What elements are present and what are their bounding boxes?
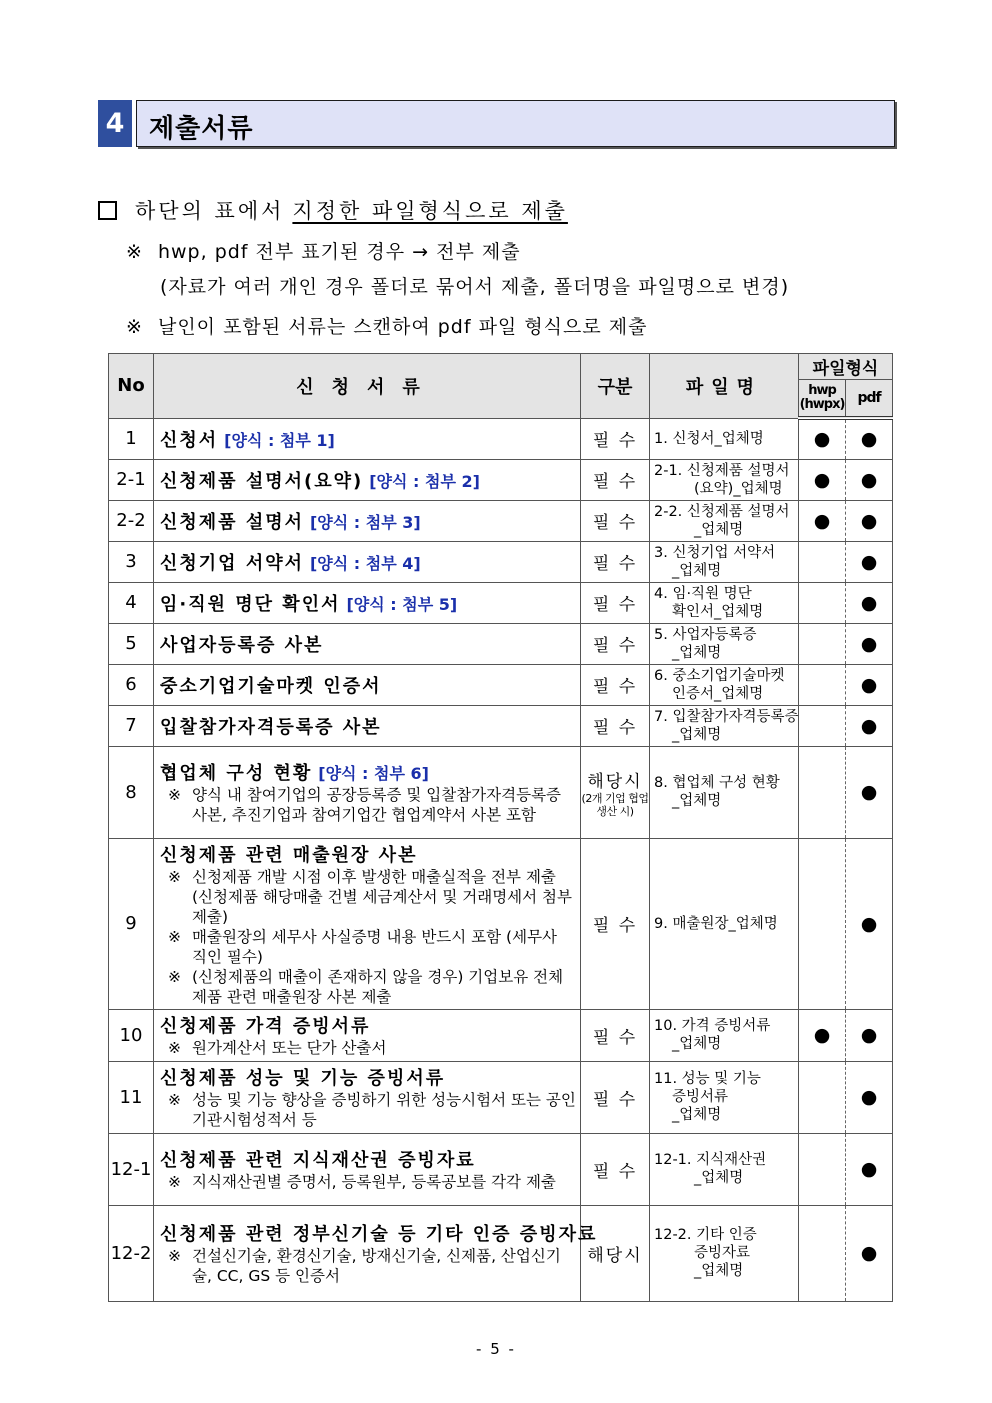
filename-line: 6. 중소기업기술마켓 (654, 667, 785, 684)
header-pdf: pdf (846, 380, 893, 419)
pdf-dot-icon: ● (860, 1242, 878, 1264)
hwp-format-cell (799, 664, 846, 705)
document-title-line (160, 426, 576, 452)
filename-cell (650, 1061, 799, 1133)
reference-mark: ※ (126, 316, 143, 338)
category-cell (581, 1133, 650, 1205)
filename-cell (650, 459, 799, 500)
reference-mark-icon: ※ (168, 1247, 181, 1265)
document-cell (154, 623, 581, 664)
document-title-line (160, 1146, 576, 1172)
form-reference: [양식 : 첨부 5] (346, 594, 458, 614)
filename-cell (650, 623, 799, 664)
category-label: 필 수 (592, 636, 638, 656)
category-label: 필 수 (592, 1027, 638, 1048)
page-number: - 5 - (476, 1340, 516, 1358)
category-cell (581, 541, 650, 582)
filename-cell (650, 500, 799, 541)
document-cell (154, 1205, 598, 1301)
document-note-text: (신청제품의 매출이 존재하지 않을 경우) 기업보유 전체 제품 관련 매출원장 사본 제출 (192, 967, 564, 1006)
category-cell (581, 705, 650, 746)
category-label: 해당시 (587, 1245, 643, 1266)
row-number: 3 (109, 541, 154, 582)
document-note (160, 1172, 576, 1192)
pdf-format-cell (846, 705, 893, 746)
filename-line: _업체명 (672, 1107, 722, 1123)
pdf-format-cell (846, 746, 893, 838)
filename-cell (650, 1133, 799, 1205)
document-title: 신청제품 가격 증빙서류 (160, 1016, 371, 1037)
table-row (109, 459, 893, 500)
hwp-format-cell (799, 1061, 846, 1133)
category-label: 필 수 (592, 718, 638, 738)
reference-mark-icon: ※ (168, 927, 181, 946)
bullet-underlined-text: 지정한 파일형식으로 제출 (292, 199, 568, 223)
pdf-format-cell (846, 838, 893, 1009)
note-text: 날인이 포함된 서류는 스캔하여 pdf 파일 형식으로 제출 (157, 316, 648, 338)
category-cell (581, 623, 650, 664)
filename-line: 5. 사업자등록증 (654, 626, 757, 643)
table-row (109, 418, 893, 459)
document-title-line (160, 672, 576, 698)
filename-line: 인증서_업체명 (672, 685, 764, 702)
header-hwp-line2: (hwpx) (799, 397, 845, 412)
filename-line: 12-1. 지식재산권 (654, 1152, 767, 1168)
hwp-format-cell (799, 623, 846, 664)
row-number: 10 (109, 1009, 154, 1061)
category-cell (581, 1205, 650, 1301)
document-note (160, 867, 576, 927)
row-number: 7 (109, 705, 154, 746)
category-cell (581, 582, 650, 623)
reference-mark: ※ (126, 241, 143, 263)
section-title: 제출서류 (149, 114, 254, 144)
bullet-line (98, 195, 568, 225)
row-number: 2-1 (109, 459, 154, 500)
form-reference: [양식 : 첨부 2] (369, 471, 480, 491)
hwp-format-cell (799, 1205, 846, 1301)
hwp-format-cell (799, 1133, 846, 1205)
reference-mark-icon: ※ (168, 1039, 181, 1057)
category-label: 필 수 (592, 472, 638, 492)
hwp-format-cell (799, 582, 846, 623)
pdf-format-cell (846, 1133, 893, 1205)
filename-cell (650, 1009, 799, 1061)
pdf-dot-icon: ● (860, 428, 878, 451)
filename-line: _업체명 (672, 793, 722, 809)
filename-line: _업체명 (694, 1263, 744, 1279)
filename-line: 12-2. 기타 인증 (654, 1227, 757, 1243)
document-cell (154, 582, 581, 623)
document-note (160, 967, 576, 1007)
document-note-text: 건설신기술, 환경신기술, 방재신기술, 신제품, 산업신기술, CC, GS 등 인증서 (192, 1247, 561, 1285)
document-title: 중소기업기술마켓 인증서 (160, 675, 382, 697)
document-note (160, 785, 576, 825)
hwp-format-cell (799, 746, 846, 838)
hwp-format-cell (799, 838, 846, 1009)
category-cell (581, 459, 650, 500)
category-cell (581, 500, 650, 541)
note-text: hwp, pdf 전부 표기된 경우 → 전부 제출 (157, 241, 521, 263)
category-label: 필 수 (592, 431, 638, 451)
reference-mark-icon: ※ (168, 1173, 181, 1191)
row-number: 5 (109, 623, 154, 664)
section-header (98, 100, 895, 147)
category-label: 필 수 (592, 595, 638, 615)
category-label: 필 수 (592, 554, 638, 574)
hwp-dot-icon: ● (813, 1024, 831, 1046)
filename-line: _업체명 (672, 562, 722, 579)
hwp-dot-icon: ● (813, 428, 831, 451)
category-cell (581, 746, 650, 838)
pdf-format-cell (846, 418, 893, 459)
hwp-format-cell (799, 705, 846, 746)
table-row (109, 664, 893, 705)
document-cell (154, 1133, 581, 1205)
document-title: 신청제품 성능 및 기능 증빙서류 (160, 1068, 446, 1089)
document-title: 임·직원 명단 확인서 (160, 593, 341, 615)
document-title: 협업체 구성 현황 (160, 763, 313, 784)
document-title: 신청서 (160, 429, 219, 451)
filename-line: 7. 입찰참가자격등록증 (654, 708, 799, 725)
pdf-format-cell (846, 664, 893, 705)
document-title-line (160, 467, 576, 493)
document-title-line (160, 841, 576, 867)
category-label: 필 수 (592, 677, 638, 697)
table-row (109, 582, 893, 623)
table-row (109, 1009, 893, 1061)
category-label: 해당시 (587, 771, 643, 792)
document-note-text: 지식재산권별 증명서, 등록원부, 등록공보를 각각 제출 (192, 1173, 556, 1191)
document-title-line (160, 713, 576, 739)
filename-cell (650, 838, 799, 1009)
pdf-format-cell (846, 582, 893, 623)
table-row (109, 1133, 893, 1205)
pdf-dot-icon: ● (860, 1086, 878, 1108)
header-category: 구분 (581, 354, 650, 419)
category-cell (581, 1009, 650, 1061)
header-documents: 신청서류 (154, 354, 581, 419)
filename-cell (650, 582, 799, 623)
filename-cell (650, 664, 799, 705)
form-reference: [양식 : 첨부 3] (309, 512, 421, 532)
filename-line: _업체명 (672, 1036, 722, 1052)
table-row (109, 1061, 893, 1133)
filename-line: _업체명 (672, 644, 722, 661)
header-file-format: 파일형식 (799, 354, 893, 380)
document-title: 신청제품 설명서 (160, 511, 304, 533)
hwp-format-cell (799, 459, 846, 500)
pdf-dot-icon: ● (860, 509, 878, 532)
note-2 (160, 272, 789, 299)
filename-line: _업체명 (694, 1170, 744, 1186)
document-title: 신청제품 관련 지식재산권 증빙자료 (160, 1150, 476, 1171)
row-number: 6 (109, 664, 154, 705)
pdf-format-cell (846, 459, 893, 500)
reference-mark-icon: ※ (168, 967, 181, 986)
document-title: 신청기업 서약서 (160, 552, 304, 574)
pdf-format-cell (846, 1061, 893, 1133)
hwp-format-cell (799, 418, 846, 459)
filename-cell (650, 746, 799, 838)
table-row (109, 1205, 893, 1301)
category-label: 필 수 (592, 1089, 638, 1110)
filename-line: 3. 신청기업 서약서 (654, 544, 776, 561)
filename-line: 8. 협업체 구성 현황 (654, 775, 780, 791)
document-title: 입찰참가자격등록증 사본 (160, 716, 382, 738)
filename-line: _업체명 (694, 521, 744, 538)
document-title-line (160, 759, 576, 785)
hwp-dot-icon: ● (813, 509, 831, 532)
document-cell (154, 838, 581, 1009)
category-note: (2개 기업 협업생산 시) (581, 791, 649, 818)
category-label: 필 수 (592, 513, 638, 533)
reference-mark-icon: ※ (168, 786, 181, 804)
document-cell (154, 459, 581, 500)
table-row (109, 838, 893, 1009)
pdf-format-cell (846, 1009, 893, 1061)
document-title: 신청제품 설명서(요약) (160, 470, 364, 492)
table-row (109, 623, 893, 664)
document-note-text: 양식 내 참여기업의 공장등록증 및 입찰참가자격등록증 사본, 추진기업과 참여기업간 협업계약서 사본 포함 (192, 786, 562, 824)
row-number: 4 (109, 582, 154, 623)
reference-mark-icon: ※ (168, 867, 181, 886)
document-note-text: 원가계산서 또는 단가 산출서 (192, 1039, 387, 1057)
document-title-line (160, 590, 576, 616)
pdf-format-cell (846, 500, 893, 541)
pdf-dot-icon: ● (860, 1158, 878, 1180)
table-row (109, 500, 893, 541)
document-cell (154, 705, 581, 746)
table-row (109, 541, 893, 582)
filename-cell (650, 541, 799, 582)
filename-line: 2-2. 신청제품 설명서 (654, 503, 790, 520)
table-body (109, 418, 893, 1301)
document-title: 사업자등록증 사본 (160, 634, 324, 656)
document-title: 신청제품 관련 매출원장 사본 (160, 844, 418, 866)
document-cell (154, 418, 581, 459)
document-title-line (160, 508, 576, 534)
category-label: 필 수 (592, 916, 638, 936)
document-note (160, 1246, 576, 1286)
filename-cell (650, 418, 799, 459)
document-title-line (160, 631, 576, 657)
document-cell (154, 1009, 581, 1061)
row-number: 1 (109, 418, 154, 459)
note-1 (126, 237, 521, 264)
filename-line: _업체명 (672, 726, 722, 743)
category-cell (581, 418, 650, 459)
filename-line: 증빙자료 (694, 1245, 751, 1261)
pdf-dot-icon: ● (860, 714, 878, 737)
category-label: 필 수 (592, 1161, 638, 1182)
pdf-format-cell (846, 623, 893, 664)
form-reference: [양식 : 첨부 6] (318, 764, 429, 783)
pdf-format-cell (846, 1205, 893, 1301)
document-note-text: 신청제품 개발 시점 이후 발생한 매출실적을 전부 제출 (신청제품 해당매출 건별 세금계산서 및 거래명세서 첨부 제출) (192, 867, 572, 926)
filename-line: 확인서_업체명 (672, 603, 764, 620)
document-note-text: 성능 및 기능 향상을 증빙하기 위한 성능시험서 또는 공인기관시험성적서 등 (192, 1091, 576, 1129)
section-number: 4 (98, 100, 132, 147)
form-reference: [양식 : 첨부 1] (224, 430, 335, 450)
document-cell (154, 541, 581, 582)
filename-line: 9. 매출원장_업체명 (654, 915, 778, 932)
hwp-dot-icon: ● (813, 468, 831, 491)
document-title: 신청제품 관련 정부신기술 등 기타 인증 증빙자료 (160, 1224, 598, 1245)
documents-table (108, 353, 893, 1302)
hwp-format-cell (799, 1009, 846, 1061)
table-row (109, 746, 893, 838)
category-cell (581, 664, 650, 705)
note-3 (126, 312, 648, 339)
row-number: 9 (109, 838, 154, 1009)
pdf-dot-icon: ● (860, 591, 878, 614)
hwp-format-cell (799, 541, 846, 582)
header-no: No (109, 354, 154, 419)
document-title-line (160, 549, 576, 575)
row-number: 2-2 (109, 500, 154, 541)
document-cell (154, 1061, 581, 1133)
document-cell (154, 500, 581, 541)
header-filename: 파일명 (650, 354, 799, 419)
pdf-dot-icon: ● (860, 1024, 878, 1046)
header-hwp (799, 380, 846, 419)
filename-line: 4. 임·직원 명단 (654, 585, 752, 602)
pdf-dot-icon: ● (860, 781, 878, 803)
document-title-line (160, 1012, 576, 1038)
form-reference: [양식 : 첨부 4] (309, 553, 421, 573)
document-title-line (160, 1220, 598, 1246)
filename-line: (요약)_업체명 (694, 480, 783, 497)
filename-line: 10. 가격 증빙서류 (654, 1018, 771, 1034)
document-cell (154, 746, 581, 838)
pdf-dot-icon: ● (860, 550, 878, 573)
row-number: 8 (109, 746, 154, 838)
pdf-dot-icon: ● (860, 468, 878, 491)
filename-line: 1. 신청서_업체명 (654, 430, 764, 447)
row-number: 12-1 (109, 1133, 154, 1205)
filename-line: 증빙서류 (672, 1089, 729, 1105)
filename-cell (650, 705, 799, 746)
category-cell (581, 1061, 650, 1133)
document-note-text: 매출원장의 세무사 사실증명 내용 반드시 포함 (세무사 직인 필수) (192, 927, 558, 966)
reference-mark-icon: ※ (168, 1091, 181, 1109)
category-cell (581, 838, 650, 1009)
header-hwp-line1: hwp (808, 383, 836, 398)
row-number: 12-2 (109, 1205, 154, 1301)
filename-line: 2-1. 신청제품 설명서 (654, 462, 790, 479)
pdf-dot-icon: ● (860, 912, 878, 935)
document-cell (154, 664, 581, 705)
document-title-line (160, 1064, 576, 1090)
pdf-dot-icon: ● (860, 632, 878, 655)
document-note (160, 1038, 576, 1058)
row-number: 11 (109, 1061, 154, 1133)
document-note (160, 927, 576, 967)
section-title-box (136, 100, 895, 147)
table-row (109, 705, 893, 746)
hwp-format-cell (799, 500, 846, 541)
bullet-text: 하단의 표에서 (135, 199, 285, 223)
checkbox-square-icon (98, 201, 117, 220)
filename-cell (650, 1205, 799, 1301)
note-text: (자료가 여러 개인 경우 폴더로 묶어서 제출, 폴더명을 파일명으로 변경) (160, 276, 790, 298)
pdf-dot-icon: ● (860, 673, 878, 696)
document-note (160, 1090, 576, 1130)
pdf-format-cell (846, 541, 893, 582)
filename-line: 11. 성능 및 기능 (654, 1071, 761, 1087)
